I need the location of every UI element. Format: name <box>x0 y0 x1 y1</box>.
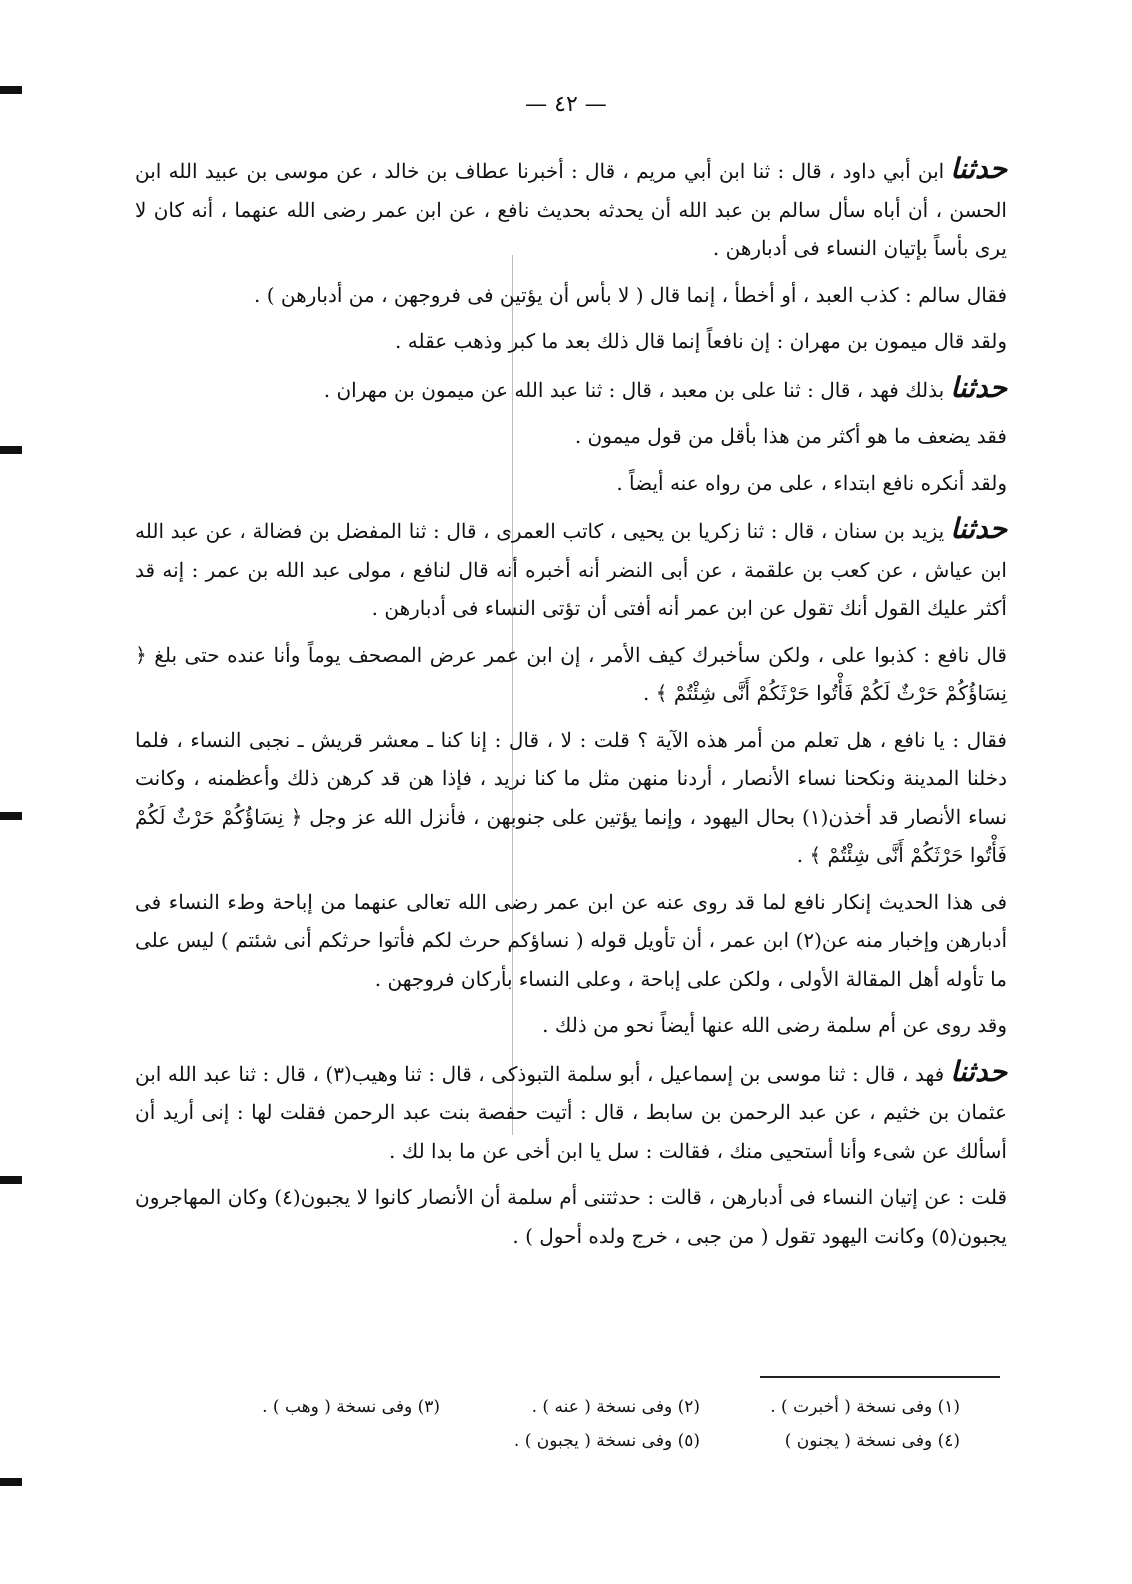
margin-mark <box>0 86 22 94</box>
paragraph-text: فى هذا الحديث إنكار نافع لما قد روى عنه عن ابن عمر رضى الله تعالى عنهما من إباحة وطء النساء فى أدبارهن وإخبار منه عن(٢) ابن عمر ، أن تأويل قوله ( نساؤكم حرث لكم فأتوا حرثكم أنى شئتم ) ليس على ما تأوله أهل المقالة الأولى ، ولكن على إباحة ، وعلى النساء بأركان فروجهن . <box>135 889 1008 991</box>
paragraph <box>135 510 1007 628</box>
paragraph <box>135 1053 1007 1171</box>
footnote: (٥) وفى نسخة ( يجبون ) . <box>513 1431 700 1451</box>
main-text <box>135 150 1007 1263</box>
paragraph <box>135 150 1007 268</box>
paragraph <box>135 883 1007 999</box>
paragraph <box>135 322 1007 361</box>
footnotes <box>180 1390 960 1458</box>
footnote: (٣) وفى نسخة ( وهب ) . <box>262 1397 440 1417</box>
page-number: — ٤٢ — <box>525 92 607 117</box>
paragraph-text: قلت : عن إتيان النساء فى أدبارهن ، قالت : حدثتنى أم سلمة أن الأنصار كانوا لا يجبون(٤) وكان المهاجرون يجبون(٥) وكانت اليهود تقول ( من جبى ، خرج ولده أحول ) . <box>135 1185 1007 1248</box>
margin-mark <box>0 1478 22 1486</box>
paragraph <box>135 636 1007 713</box>
paragraph <box>135 1006 1007 1045</box>
paragraph <box>135 1178 1007 1255</box>
paragraph-text: ولقد أنكره نافع ابتداء ، على من رواه عنه أيضاً . <box>616 470 1007 495</box>
paragraph-text: فقال سالم : كذب العبد ، أو أخطأ ، إنما قال ( لا بأس أن يؤتين فى فروجهن ، من أدبارهن ) . <box>254 282 1007 307</box>
paragraph <box>135 464 1007 503</box>
margin-mark <box>0 812 22 820</box>
footnote: (٢) وفى نسخة ( عنه ) . <box>531 1397 700 1417</box>
hadith-lead-word: حدثنا <box>950 152 1008 185</box>
paragraph-text: ولقد قال ميمون بن مهران : إن نافعاً إنما قال ذلك بعد ما كبر وذهب عقله . <box>395 329 1007 353</box>
paragraph-text: يزيد بن سنان ، قال : ثنا زكريا بن يحيى ، كاتب العمرى ، قال : ثنا المفضل بن فضالة ، عن عبد الله ابن عياش ، عن كعب بن علقمة ، عن أبى النضر أنه أخبره أنه قال لنافع ، مولى عبد الله بن عمر : إنه قد أكثر عليك القول أنك تقول عن ابن عمر أنه أفتى أن تؤتى النساء فى أدبارهن . <box>135 519 1007 620</box>
hadith-lead-word: حدثنا <box>950 370 1007 404</box>
paragraph-text: فقد يضعف ما هو أكثر من هذا بأقل من قول ميمون . <box>574 424 1007 448</box>
paragraph <box>135 369 1007 410</box>
paragraph-text: ابن أبي داود ، قال : ثنا ابن أبي مريم ، قال : أخبرنا عطاف بن خالد ، عن موسى بن عبيد الله ابن الحسن ، أن أباه سأل سالم بن عبد الله أن يحدثه بحديث نافع ، عن ابن عمر رضى الله عنهما ، أنه كان لا يرى بأساً بإتيان النساء فى أدبارهن . <box>135 159 1007 260</box>
paragraph-text: بذلك فهد ، قال : ثنا على بن معبد ، قال : ثنا عبد الله عن ميمون بن مهران . <box>323 377 945 402</box>
footnote-divider <box>760 1376 1000 1378</box>
margin-mark <box>0 1176 22 1184</box>
paragraph <box>135 721 1007 875</box>
margin-mark <box>0 446 22 454</box>
footnote: (٤) وفى نسخة ( يجنون ) <box>784 1431 960 1451</box>
footnote: (١) وفى نسخة ( أخبرت ) . <box>770 1397 960 1417</box>
hadith-lead-word: حدثنا <box>950 1054 1007 1088</box>
paragraph <box>135 417 1007 456</box>
paragraph-text: وقد روى عن أم سلمة رضى الله عنها أيضاً نحو من ذلك . <box>542 1013 1007 1037</box>
paragraph <box>135 276 1007 315</box>
paragraph-text: قال نافع : كذبوا على ، ولكن سأخبرك كيف الأمر ، إن ابن عمر عرض المصحف يوماً وأنا عنده حتى بلغ ﴿ نِسَاؤُكُمْ حَرْثٌ لَكُمْ فَأْتُوا حَرْثَكُمْ أَنَّى شِئْتُمْ ﴾ . <box>135 642 1007 705</box>
paragraph-text: فهد ، قال : ثنا موسى بن إسماعيل ، أبو سلمة التبوذكى ، قال : ثنا وهيب(٣) ، قال : ثنا عبد الله ابن عثمان بن خثيم ، عن عبد الرحمن بن سابط ، قال : أتيت حفصة بنت عبد الرحمن فقلت لها : إنى أريد أن أسألك عن شىء وأنا أستحيى منك ، فقالت : سل يا ابن أخى عن ما بدا لك . <box>135 1061 1007 1163</box>
hadith-lead-word: حدثنا <box>950 512 1007 545</box>
paragraph-text: فقال : يا نافع ، هل تعلم من أمر هذه الآية ؟ قلت : لا ، قال : إنا كنا ـ معشر قريش ـ نجبى النساء ، فلما دخلنا المدينة ونكحنا نساء الأنصار ، أردنا منهن مثل ما كنا نريد ، فإذا هن قد كرهن ذلك وأعظمنه ، وكانت نساء الأنصار قد أخذن(١) بحال اليهود ، وإنما يؤتين على جنوبهن ، فأنزل الله عز وجل ﴿ نِسَاؤُكُمْ حَرْثٌ لَكُمْ فَأْتُوا حَرْثَكُمْ أَنَّى شِئْتُمْ ﴾ . <box>135 727 1008 867</box>
